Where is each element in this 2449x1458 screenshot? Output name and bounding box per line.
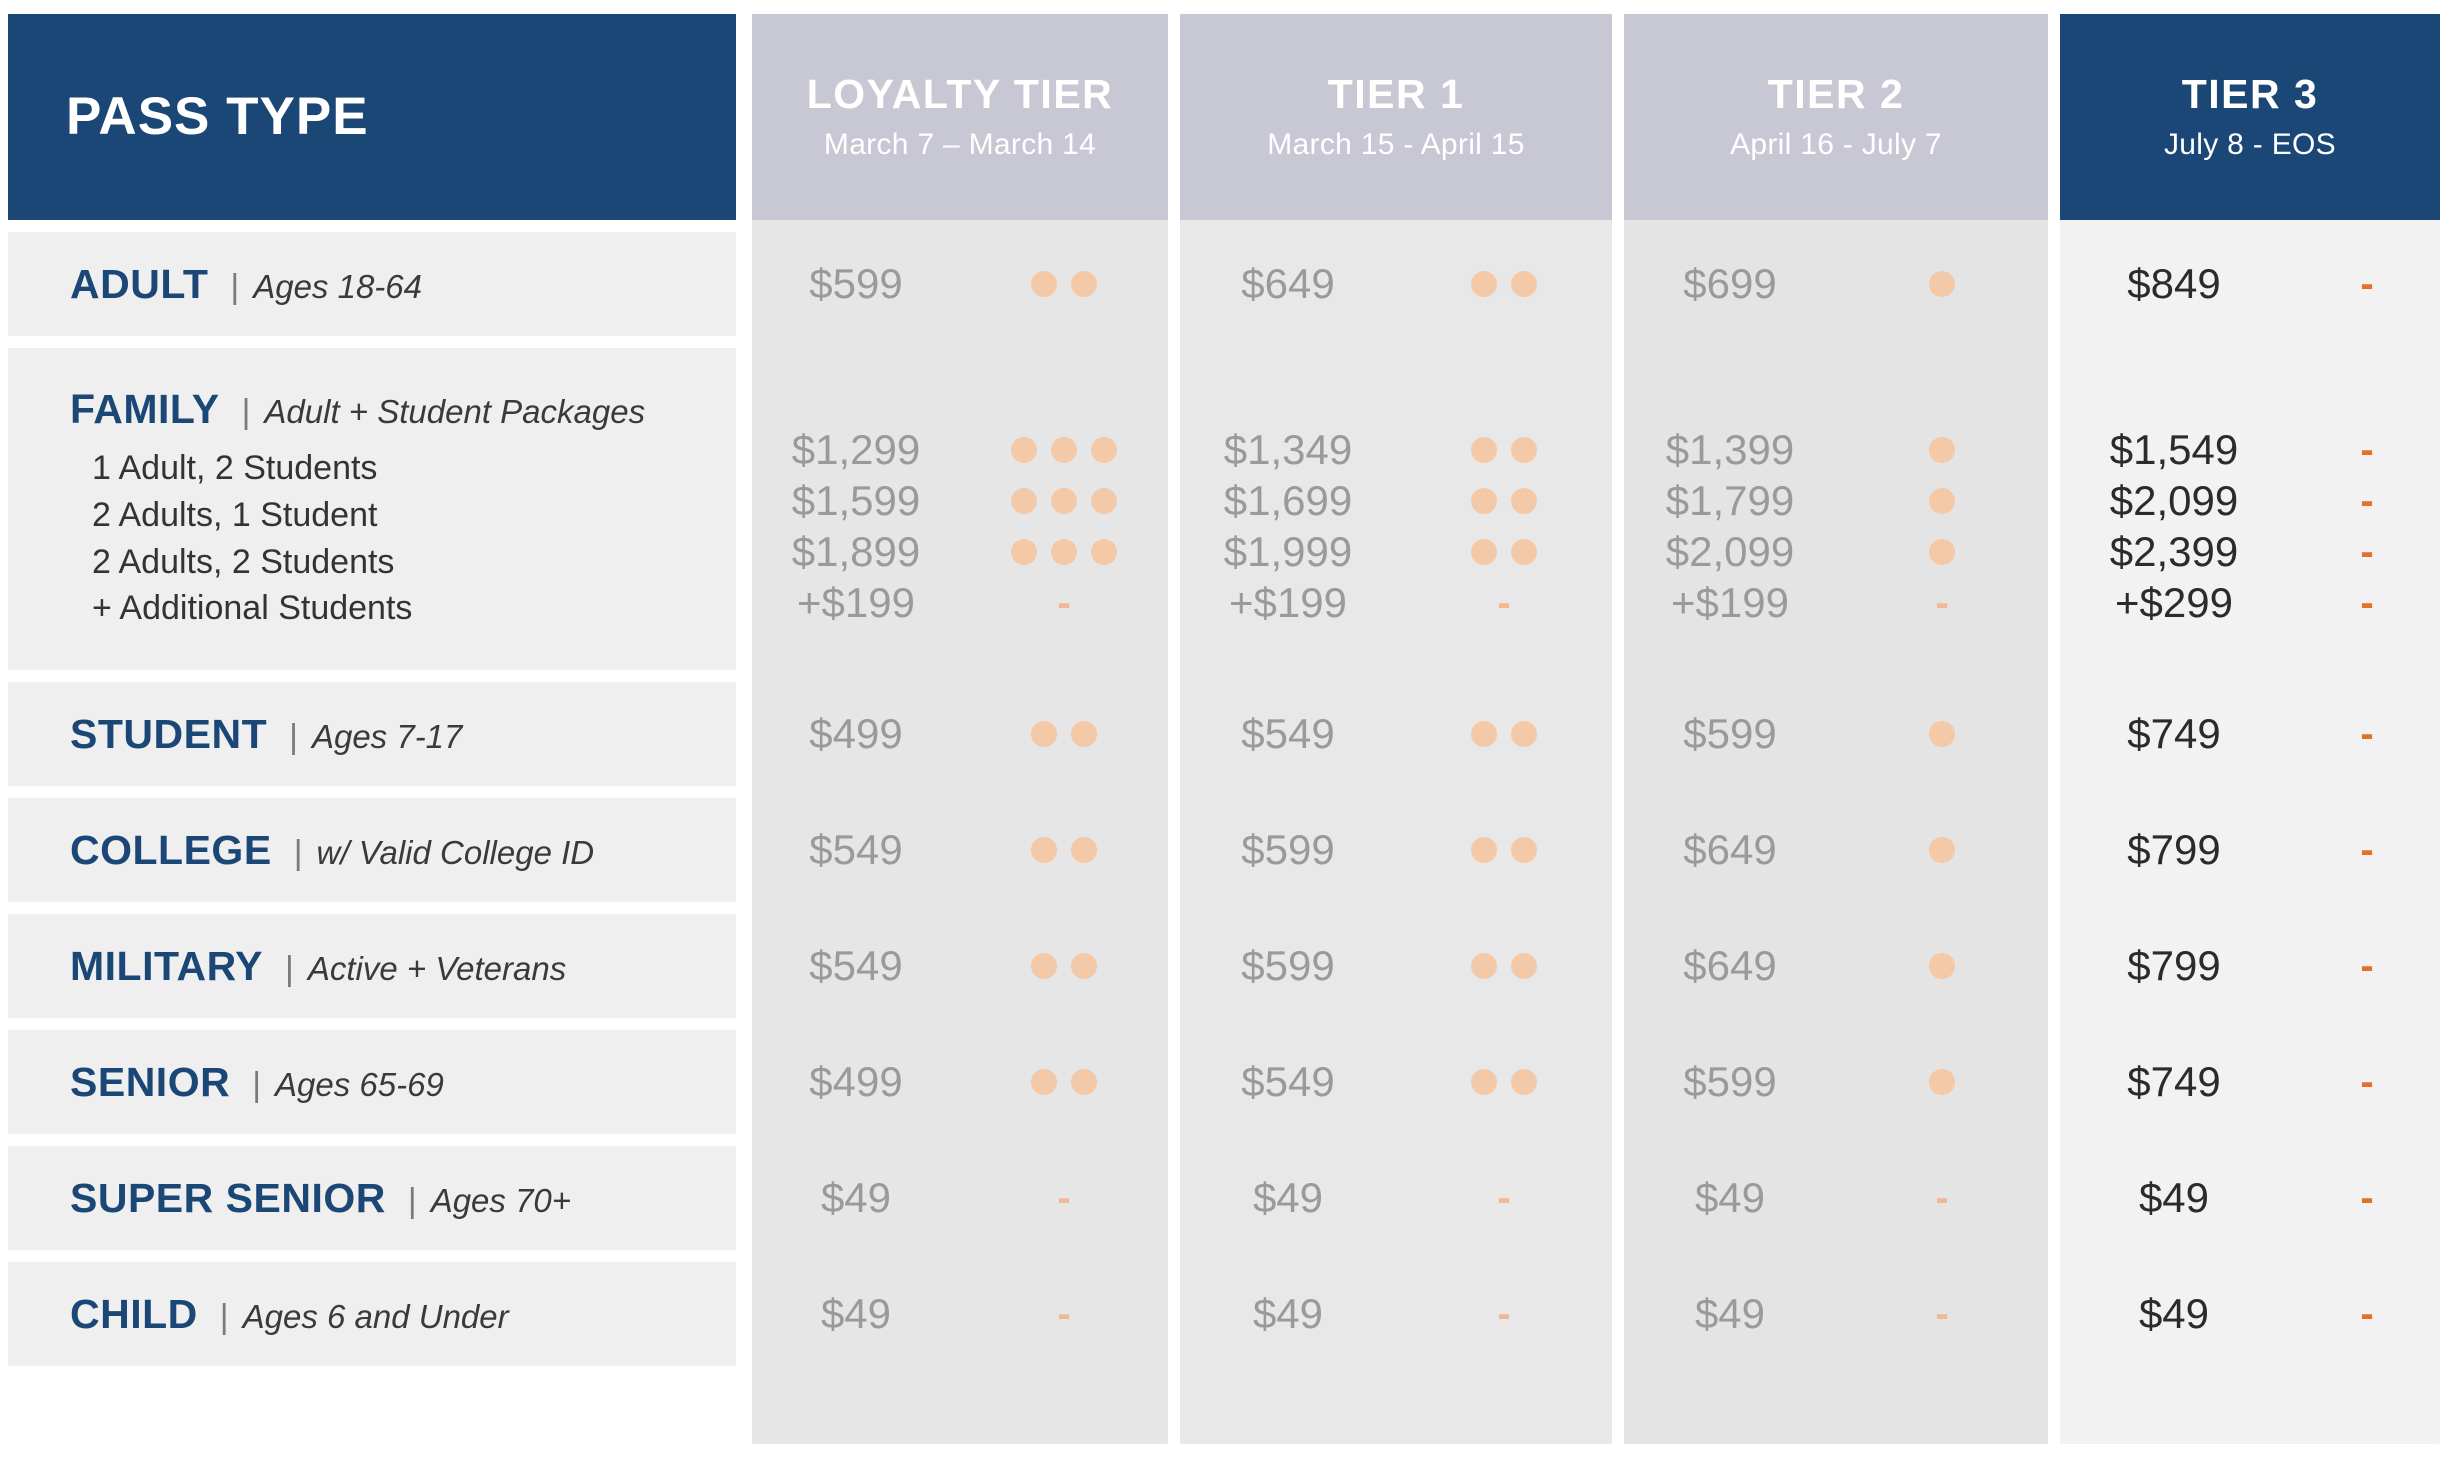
header-tier-name: TIER 1 <box>1327 71 1465 118</box>
price-value: +$199 <box>797 578 915 626</box>
dot-rating <box>1471 271 1537 297</box>
marker-cell <box>1836 539 2048 565</box>
marker-cell <box>960 539 1168 565</box>
price-value: $599 <box>1683 1058 1777 1105</box>
price-cell-tier1 <box>1180 1030 1612 1134</box>
table-row <box>8 348 2440 670</box>
marker-cell <box>2294 1146 2440 1250</box>
label-separator: | <box>252 1065 262 1104</box>
dot-rating <box>1471 488 1537 514</box>
dot-icon <box>1091 539 1117 565</box>
dash-icon: - <box>1057 1292 1071 1336</box>
dot-rating <box>1011 488 1117 514</box>
sub-item-list <box>70 445 736 631</box>
price-value: $649 <box>1683 942 1777 989</box>
price-value: $1,699 <box>1223 476 1353 524</box>
marker-cell <box>960 1292 1168 1336</box>
marker-cell <box>1396 721 1612 747</box>
dash-icon: - <box>1497 580 1511 625</box>
row-label-main <box>70 386 736 433</box>
dot-icon <box>1011 488 1037 514</box>
header-tier-dates: July 8 - EOS <box>2164 127 2336 161</box>
price-cell-tier2 <box>1624 424 2048 475</box>
pass-type-name: MILITARY <box>70 942 264 989</box>
price-value: $2,099 <box>2109 476 2239 524</box>
price-value: $599 <box>1683 710 1777 757</box>
dot-rating <box>1471 721 1537 747</box>
price-value: $49 <box>2138 1290 2210 1337</box>
marker-cell <box>1836 437 2048 463</box>
price-cell-tier3 <box>2060 1030 2440 1134</box>
dash-icon: - <box>2360 1292 2374 1336</box>
dot-icon <box>1051 437 1077 463</box>
price-value: $1,349 <box>1223 425 1353 473</box>
dot-icon <box>1071 271 1097 297</box>
price-cell-tier3 <box>2060 914 2440 1018</box>
header-column-tier-1 <box>1180 14 1612 220</box>
marker-cell <box>960 488 1168 514</box>
price-value: +$199 <box>1229 578 1347 626</box>
price-value: $549 <box>809 942 903 989</box>
dot-rating <box>1011 539 1117 565</box>
dot-icon <box>1929 437 1955 463</box>
dot-icon <box>1929 1069 1955 1095</box>
sub-item-label: 2 Adults, 1 Student <box>92 495 378 534</box>
table-row <box>8 682 2440 786</box>
row-label-college <box>8 798 736 902</box>
pass-type-description: Ages 70+ <box>430 1181 572 1219</box>
marker-cell <box>1836 1176 2048 1220</box>
dash-icon: - <box>2360 262 2374 306</box>
dot-icon <box>1031 1069 1057 1095</box>
row-label-main <box>70 943 736 990</box>
price-cell-tier2 <box>1624 232 2048 336</box>
pass-type-description: Ages 7-17 <box>311 717 463 755</box>
sub-item-label: + Additional Students <box>92 589 413 628</box>
header-column-tier-2 <box>1624 14 2048 220</box>
price-value: $49 <box>1694 1174 1766 1221</box>
dot-icon <box>1471 437 1497 463</box>
price-value: $549 <box>1241 710 1335 757</box>
marker-cell <box>1396 1069 1612 1095</box>
price-value-wrap <box>2060 1262 2288 1366</box>
price-cell-tier3 <box>2060 682 2440 786</box>
price-value-wrap <box>2060 475 2288 526</box>
price-cell-tier3 <box>2060 1262 2440 1366</box>
price-value-wrap <box>2060 1030 2288 1134</box>
price-value: $599 <box>809 260 903 307</box>
table-row <box>8 798 2440 902</box>
row-label-main <box>70 711 736 758</box>
price-cell-tier3 <box>2060 424 2440 475</box>
price-cell-tier1 <box>1180 232 1612 336</box>
dot-icon <box>1051 488 1077 514</box>
row-label-main <box>70 1175 736 1222</box>
price-value-wrap <box>2060 1146 2288 1250</box>
marker-cell <box>1836 1069 2048 1095</box>
table-header-row <box>8 14 2440 220</box>
price-cell-loyalty <box>752 1262 1168 1366</box>
dash-icon: - <box>2360 712 2374 756</box>
price-value: $599 <box>1241 942 1335 989</box>
dot-icon <box>1071 837 1097 863</box>
price-cell-tier2 <box>1624 1262 2048 1366</box>
price-cell-tier2 <box>1624 1146 2048 1250</box>
price-value-wrap <box>2060 914 2288 1018</box>
row-label-main <box>70 1059 736 1106</box>
price-cell-loyalty <box>752 1030 1168 1134</box>
table-row <box>8 1146 2440 1250</box>
marker-cell <box>1836 271 2048 297</box>
dot-rating <box>1929 1069 1955 1095</box>
header-tier-name: TIER 3 <box>2181 71 2319 118</box>
dot-rating <box>1929 437 1955 463</box>
dash-icon: - <box>2360 828 2374 872</box>
marker-cell <box>1836 580 2048 625</box>
marker-cell <box>2294 475 2440 526</box>
dot-icon <box>1471 271 1497 297</box>
dash-icon: - <box>1497 1176 1511 1220</box>
price-cell-tier2 <box>1624 682 2048 786</box>
row-label-military <box>8 914 736 1018</box>
price-value: $1,549 <box>2109 425 2239 473</box>
label-separator: | <box>219 1297 229 1336</box>
marker-cell <box>2294 424 2440 475</box>
price-cell-tier3 <box>2060 475 2440 526</box>
price-cell-tier3 <box>2060 232 2440 336</box>
header-column-tier-3 <box>2060 14 2440 220</box>
row-label-main <box>70 1291 736 1338</box>
marker-cell <box>1396 1176 1612 1220</box>
table-row <box>8 914 2440 1018</box>
marker-cell <box>2294 682 2440 786</box>
pass-type-description: w/ Valid College ID <box>316 833 595 871</box>
price-value: $49 <box>820 1174 892 1221</box>
marker-cell <box>1836 488 2048 514</box>
dot-icon <box>1471 1069 1497 1095</box>
dot-icon <box>1071 721 1097 747</box>
dot-icon <box>1011 437 1037 463</box>
price-value: $549 <box>809 826 903 873</box>
marker-cell <box>960 271 1168 297</box>
label-separator: | <box>289 717 298 756</box>
price-cell-loyalty <box>752 475 1168 526</box>
header-tier-dates: March 15 - April 15 <box>1267 127 1525 161</box>
dot-icon <box>1929 837 1955 863</box>
dash-icon: - <box>1497 1292 1511 1336</box>
price-value: $49 <box>1252 1290 1324 1337</box>
table-row <box>8 1262 2440 1366</box>
marker-cell <box>2294 1030 2440 1134</box>
price-cell-loyalty <box>752 1146 1168 1250</box>
pass-type-description: Adult + Student Packages <box>264 393 646 431</box>
price-cell-tier1 <box>1180 577 1612 628</box>
dot-rating <box>1929 721 1955 747</box>
label-separator: | <box>241 393 251 432</box>
price-cell-loyalty <box>752 526 1168 577</box>
marker-cell <box>1836 837 2048 863</box>
dot-icon <box>1031 721 1057 747</box>
marker-cell <box>2294 1262 2440 1366</box>
dash-icon: - <box>2360 580 2374 625</box>
marker-cell <box>1396 488 1612 514</box>
price-value: $649 <box>1683 826 1777 873</box>
pass-type-name: STUDENT <box>70 710 268 757</box>
marker-cell <box>1836 953 2048 979</box>
price-value: $2,399 <box>2109 527 2239 575</box>
dot-rating <box>1031 953 1097 979</box>
marker-cell <box>1396 837 1612 863</box>
price-value: +$199 <box>1671 578 1789 626</box>
marker-cell <box>2294 526 2440 577</box>
dot-icon <box>1471 837 1497 863</box>
price-cell-tier2 <box>1624 798 2048 902</box>
page-title: PASS TYPE <box>66 87 369 147</box>
dot-rating <box>1031 1069 1097 1095</box>
dash-icon: - <box>2360 1176 2374 1220</box>
dot-icon <box>1929 271 1955 297</box>
price-cell-tier2 <box>1624 577 2048 628</box>
dot-icon <box>1471 539 1497 565</box>
marker-cell <box>2294 232 2440 336</box>
pass-type-name: ADULT <box>70 260 209 307</box>
dot-icon <box>1031 837 1057 863</box>
dot-icon <box>1511 953 1537 979</box>
dot-icon <box>1929 953 1955 979</box>
dot-icon <box>1511 271 1537 297</box>
pass-type-name: CHILD <box>70 1290 198 1337</box>
price-value: $49 <box>1694 1290 1766 1337</box>
dash-icon: - <box>1935 580 1949 625</box>
price-cell-tier1 <box>1180 1262 1612 1366</box>
dot-rating <box>1011 437 1117 463</box>
dot-icon <box>1511 488 1537 514</box>
price-value: $1,599 <box>791 476 921 524</box>
dot-icon <box>1051 539 1077 565</box>
dot-icon <box>1511 1069 1537 1095</box>
price-value: $49 <box>1252 1174 1324 1221</box>
price-cell-tier3 <box>2060 798 2440 902</box>
dot-rating <box>1929 837 1955 863</box>
price-value: $2,099 <box>1665 527 1795 575</box>
price-value: $699 <box>1683 260 1777 307</box>
marker-cell <box>960 1069 1168 1095</box>
dash-icon: - <box>1057 1176 1071 1220</box>
dot-icon <box>1511 837 1537 863</box>
dot-rating <box>1929 953 1955 979</box>
dot-icon <box>1471 953 1497 979</box>
pass-type-description: Ages 18-64 <box>253 267 423 305</box>
price-value: $1,399 <box>1665 425 1795 473</box>
price-value: $1,999 <box>1223 527 1353 575</box>
price-cell-tier1 <box>1180 526 1612 577</box>
dot-rating <box>1031 837 1097 863</box>
price-cell-loyalty <box>752 424 1168 475</box>
price-cell-tier1 <box>1180 475 1612 526</box>
header-column-loyalty-tier <box>752 14 1168 220</box>
price-value: $1,299 <box>791 425 921 473</box>
dot-rating <box>1929 271 1955 297</box>
price-cell-loyalty <box>752 798 1168 902</box>
marker-cell <box>960 953 1168 979</box>
marker-cell <box>1396 437 1612 463</box>
label-separator: | <box>293 833 303 872</box>
marker-cell <box>1836 1292 2048 1336</box>
dot-rating <box>1031 271 1097 297</box>
dot-icon <box>1471 488 1497 514</box>
dash-icon: - <box>2360 478 2374 523</box>
price-value: $799 <box>2127 826 2221 873</box>
price-cell-tier1 <box>1180 682 1612 786</box>
marker-cell <box>1836 721 2048 747</box>
dot-icon <box>1011 539 1037 565</box>
price-value: $49 <box>2138 1174 2210 1221</box>
price-cell-loyalty <box>752 577 1168 628</box>
header-tier-name: LOYALTY TIER <box>806 71 1114 118</box>
label-separator: | <box>285 949 294 988</box>
marker-cell <box>960 1176 1168 1220</box>
dot-icon <box>1091 437 1117 463</box>
pass-type-name: COLLEGE <box>70 826 272 873</box>
table-body <box>8 232 2440 1378</box>
price-cell-loyalty <box>752 914 1168 1018</box>
dot-icon <box>1929 721 1955 747</box>
dot-icon <box>1929 539 1955 565</box>
dot-icon <box>1031 953 1057 979</box>
header-pass-type <box>8 14 736 220</box>
price-value: $1,899 <box>791 527 921 575</box>
price-cell-tier2 <box>1624 914 2048 1018</box>
dot-icon <box>1071 953 1097 979</box>
header-tier-dates: March 7 – March 14 <box>823 127 1097 161</box>
row-label-main <box>70 261 736 308</box>
marker-cell <box>960 837 1168 863</box>
price-cell-tier3 <box>2060 526 2440 577</box>
price-value-wrap <box>2060 798 2288 902</box>
price-value: $1,799 <box>1665 476 1795 524</box>
dash-icon: - <box>1057 580 1071 625</box>
dot-rating <box>1471 1069 1537 1095</box>
table-row <box>8 232 2440 336</box>
dot-rating <box>1031 721 1097 747</box>
marker-cell <box>2294 798 2440 902</box>
pass-type-name: SENIOR <box>70 1058 231 1105</box>
dot-rating <box>1471 837 1537 863</box>
dash-icon: - <box>2360 529 2374 574</box>
marker-cell <box>2294 577 2440 628</box>
dot-rating <box>1929 488 1955 514</box>
dot-icon <box>1511 721 1537 747</box>
sub-item-label: 2 Adults, 2 Students <box>92 542 395 581</box>
dot-icon <box>1929 488 1955 514</box>
marker-cell <box>960 721 1168 747</box>
marker-cell <box>1396 953 1612 979</box>
price-value: $799 <box>2127 942 2221 989</box>
dot-icon <box>1511 539 1537 565</box>
price-cell-loyalty <box>752 232 1168 336</box>
price-cell-tier1 <box>1180 424 1612 475</box>
dot-rating <box>1471 437 1537 463</box>
row-label-main <box>70 827 736 874</box>
marker-cell <box>1396 580 1612 625</box>
price-cell-tier3 <box>2060 577 2440 628</box>
dash-icon: - <box>2360 1060 2374 1104</box>
price-value-wrap <box>2060 577 2288 628</box>
dot-rating <box>1471 539 1537 565</box>
price-value: $849 <box>2127 260 2221 307</box>
row-label-senior <box>8 1030 736 1134</box>
price-cell-tier1 <box>1180 1146 1612 1250</box>
price-cell-tier1 <box>1180 914 1612 1018</box>
dash-icon: - <box>1935 1176 1949 1220</box>
price-cell-loyalty <box>752 682 1168 786</box>
dot-rating <box>1929 539 1955 565</box>
pass-type-description: Active + Veterans <box>307 949 567 987</box>
dot-icon <box>1091 488 1117 514</box>
marker-cell <box>960 437 1168 463</box>
header-tier-name: TIER 2 <box>1767 71 1905 118</box>
dot-icon <box>1031 271 1057 297</box>
price-value: +$299 <box>2115 578 2233 626</box>
pass-type-description: Ages 6 and Under <box>242 1297 509 1335</box>
sub-item-label: 1 Adult, 2 Students <box>92 449 378 488</box>
pass-type-name: SUPER SENIOR <box>70 1174 386 1221</box>
price-value-wrap <box>2060 526 2288 577</box>
price-value: $499 <box>809 710 903 757</box>
label-separator: | <box>230 267 240 306</box>
dot-rating <box>1471 953 1537 979</box>
pass-type-name: FAMILY <box>70 386 220 433</box>
price-value: $499 <box>809 1058 903 1105</box>
dash-icon: - <box>1935 1292 1949 1336</box>
label-separator: | <box>407 1181 417 1220</box>
row-label-family <box>8 348 736 670</box>
price-value-wrap <box>2060 232 2288 336</box>
price-cell-tier1 <box>1180 798 1612 902</box>
marker-cell <box>2294 914 2440 1018</box>
price-cell-tier2 <box>1624 526 2048 577</box>
pass-type-description: Ages 65-69 <box>275 1065 444 1103</box>
row-label-super-senior <box>8 1146 736 1250</box>
dot-icon <box>1511 437 1537 463</box>
price-value: $599 <box>1241 826 1335 873</box>
price-value: $749 <box>2127 710 2221 757</box>
header-tier-dates: April 16 - July 7 <box>1730 127 1942 161</box>
price-value: $749 <box>2127 1058 2221 1105</box>
dash-icon: - <box>2360 944 2374 988</box>
price-cell-tier3 <box>2060 1146 2440 1250</box>
dot-icon <box>1071 1069 1097 1095</box>
table-row <box>8 1030 2440 1134</box>
price-value-wrap <box>2060 424 2288 475</box>
price-value-wrap <box>2060 682 2288 786</box>
marker-cell <box>1396 1292 1612 1336</box>
price-cell-tier2 <box>1624 1030 2048 1134</box>
marker-cell <box>960 580 1168 625</box>
price-cell-tier2 <box>1624 475 2048 526</box>
price-value: $649 <box>1241 260 1335 307</box>
row-label-child <box>8 1262 736 1366</box>
marker-cell <box>1396 539 1612 565</box>
price-value: $49 <box>820 1290 892 1337</box>
price-value: $549 <box>1241 1058 1335 1105</box>
dash-icon: - <box>2360 427 2374 472</box>
marker-cell <box>1396 271 1612 297</box>
row-label-student <box>8 682 736 786</box>
dot-icon <box>1471 721 1497 747</box>
row-label-adult <box>8 232 736 336</box>
